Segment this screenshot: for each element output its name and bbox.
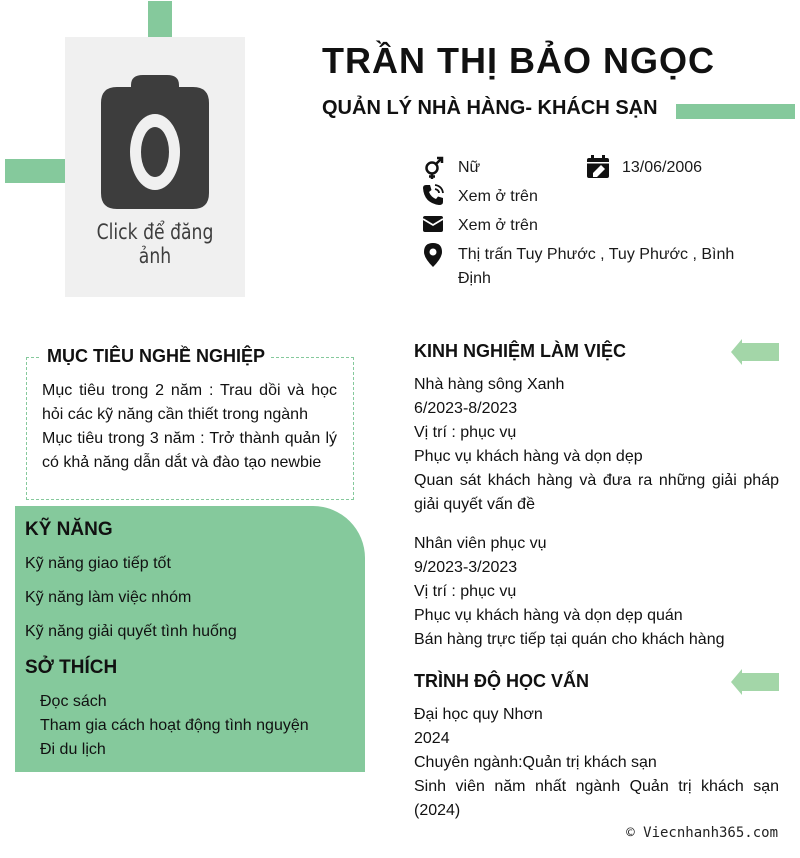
address-line-1: Thị trấn Tuy Phước , Tuy Phước , Bình <box>458 246 735 263</box>
photo-upload[interactable] <box>65 37 245 297</box>
email-value: Xem ở trên <box>458 217 538 234</box>
job-period: 9/2023-3/2023 <box>414 559 518 576</box>
objective-title: MỤC TIÊU NGHỀ NGHIỆP <box>41 346 271 367</box>
hobby-item: Tham gia cách hoạt động tình nguyện <box>40 717 309 734</box>
job-duty: Quan sát khách hàng và đưa ra những giải pháp giải quyết vấn đề <box>414 472 779 513</box>
job-duty: Phục vụ khách hàng và dọn dẹp quán <box>414 607 683 624</box>
experience-title: KINH NGHIỆM LÀM VIỆC <box>414 341 627 361</box>
photo-caption: Click để đăng ảnh <box>96 220 214 268</box>
job-duty: Phục vụ khách hàng và dọn dẹp <box>414 448 643 465</box>
location-icon <box>421 243 445 267</box>
birthday-value: 13/06/2006 <box>622 159 703 176</box>
education-school: Đại học quy Nhơn <box>414 706 543 723</box>
education-title: TRÌNH ĐỘ HỌC VẤN <box>414 671 589 691</box>
footer-credit: © Viecnhanh365.com <box>626 825 778 841</box>
skill-item: Kỹ năng giao tiếp tốt <box>25 555 171 572</box>
gender-icon <box>421 155 445 179</box>
skills-title: KỸ NĂNG <box>25 519 113 540</box>
objective-text <box>42 379 337 475</box>
phone-icon <box>421 183 445 207</box>
camera-icon <box>101 75 209 211</box>
skill-item: Kỹ năng làm việc nhóm <box>25 589 192 606</box>
objective-line: Mục tiêu trong 2 năm : Trau dồi và học hỏi các kỹ năng cần thiết trong ngành <box>42 382 337 423</box>
job-company: Nhân viên phục vụ <box>414 535 547 552</box>
education-year: 2024 <box>414 730 450 747</box>
accent-bar-left <box>5 159 65 183</box>
skill-item: Kỹ năng giải quyết tình huống <box>25 623 237 640</box>
job-title: QUẢN LÝ NHÀ HÀNG- KHÁCH SẠN <box>322 97 658 119</box>
hobbies-title: SỞ THÍCH <box>25 657 118 678</box>
job-position: Vị trí : phục vụ <box>414 583 517 600</box>
calendar-icon <box>586 155 610 179</box>
job-duty: Bán hàng trực tiếp tại quán cho khách hàng <box>414 631 725 648</box>
candidate-name: TRẦN THỊ BẢO NGỌC <box>322 40 715 81</box>
hobby-item: Đọc sách <box>40 693 107 710</box>
accent-bar-title <box>676 104 795 119</box>
education-major: Chuyên ngành:Quản trị khách sạn <box>414 754 657 771</box>
objective-line: Mục tiêu trong 3 năm : Trở thành quản lý có khả năng dẫn dắt và đào tạo newbie <box>42 430 337 471</box>
arrow-left-icon <box>731 669 779 695</box>
job-position: Vị trí : phục vụ <box>414 424 517 441</box>
gender-value: Nữ <box>458 159 481 176</box>
arrow-left-icon <box>731 339 779 365</box>
phone-value: Xem ở trên <box>458 188 538 205</box>
job-company: Nhà hàng sông Xanh <box>414 376 565 393</box>
education-note: Sinh viên năm nhất ngành Quản trị khách sạn (2024) <box>414 778 779 819</box>
address-line-2: Định <box>458 270 491 287</box>
hobby-item: Đi du lịch <box>40 741 106 758</box>
accent-bar-top <box>148 1 172 37</box>
email-icon <box>421 212 445 236</box>
job-period: 6/2023-8/2023 <box>414 400 518 417</box>
